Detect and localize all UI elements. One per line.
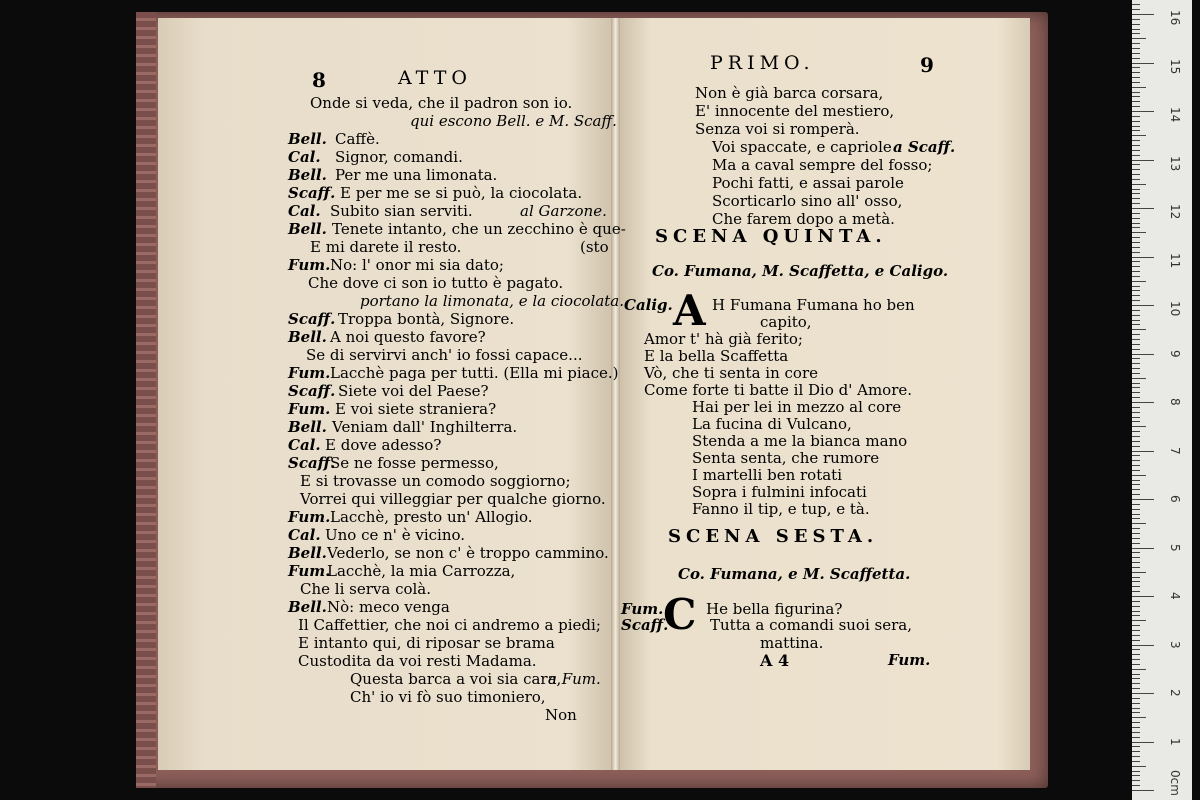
ruler-tick: [1132, 654, 1140, 655]
ruler-tick: [1132, 606, 1140, 607]
ruler-label: 15: [1168, 58, 1182, 74]
ruler-tick: [1132, 562, 1140, 563]
speaker-name: Cal.: [288, 202, 321, 220]
verse-line: Signor, comandi.: [335, 148, 463, 166]
ruler-tick: [1132, 678, 1140, 679]
ruler-tick: [1132, 780, 1140, 781]
ruler-tick: [1132, 24, 1140, 25]
speaker-name: Scaff.: [288, 184, 336, 202]
ruler-tick: [1132, 664, 1140, 665]
ruler-tick: [1132, 315, 1140, 316]
ruler-tick: [1132, 552, 1140, 553]
ruler-tick: [1132, 611, 1140, 612]
verse-line: Onde si veda, che il padron son io.: [310, 94, 573, 112]
ruler-tick: [1132, 354, 1154, 355]
speaker-name: Cal.: [288, 148, 321, 166]
verse-line: A noi questo favore?: [330, 328, 486, 346]
ruler-tick: [1132, 373, 1140, 374]
ruler-tick: [1132, 67, 1140, 68]
speaker-name: Fum.: [288, 256, 331, 274]
speaker-name: Bell.: [288, 220, 327, 238]
ruler-tick: [1132, 557, 1140, 558]
right-running-head: PRIMO.: [710, 52, 815, 74]
verse-line: Per me una limonata.: [335, 166, 498, 184]
ruler-tick: [1132, 208, 1154, 209]
verse-line: E per me se si può, la ciocolata.: [340, 184, 583, 202]
ruler-tick: [1132, 766, 1146, 767]
verse-line: Vò, che ti senta in core: [644, 364, 819, 382]
ruler-tick: [1132, 586, 1140, 587]
ruler-tick: [1132, 480, 1140, 481]
verse-line: Scorticarlo sino all' osso,: [712, 192, 903, 210]
ruler-tick: [1132, 135, 1146, 136]
ruler-tick: [1132, 4, 1140, 5]
ruler-label: 16: [1168, 10, 1182, 26]
ruler-tick: [1132, 349, 1140, 350]
ruler-tick: [1132, 693, 1154, 694]
verse-line: Non: [545, 706, 577, 724]
ruler-tick: [1132, 305, 1154, 306]
left-running-head: ATTO: [398, 67, 472, 89]
verse-line: Amor t' hà già ferito;: [644, 330, 803, 348]
ruler-tick: [1132, 383, 1140, 384]
scene5-heading: SCENA QUINTA.: [655, 226, 887, 247]
verse-line: E mi darete il resto.: [310, 238, 462, 256]
ruler-tick: [1132, 96, 1140, 97]
verse-line: a Fum.: [548, 670, 601, 688]
ruler-tick: [1132, 53, 1140, 54]
ruler-tick: [1132, 33, 1140, 34]
ruler-tick: [1132, 402, 1154, 403]
speaker-name: Fum.: [288, 562, 331, 580]
ruler-tick: [1132, 334, 1140, 335]
ruler-tick: [1132, 518, 1140, 519]
verse-line: Non è già barca corsara,: [695, 84, 884, 102]
ruler-tick: [1132, 257, 1154, 258]
ruler-tick: [1132, 591, 1140, 592]
ruler-tick: [1132, 29, 1140, 30]
verse-line: Che farem dopo a metà.: [712, 210, 895, 228]
verse-line: a Scaff.: [893, 138, 956, 156]
ruler-label: 5: [1168, 543, 1182, 552]
ruler-tick: [1132, 111, 1154, 112]
signature-mark: A 4: [760, 651, 790, 670]
ruler-tick: [1132, 489, 1140, 490]
ruler-tick: [1132, 344, 1140, 345]
scene5-first-line: H Fumana Fumana ho ben: [712, 296, 915, 314]
ruler-tick: [1132, 742, 1154, 743]
ruler-tick: [1132, 436, 1140, 437]
verse-line: Tenete intanto, che un zecchino è que-: [332, 220, 626, 238]
ruler-tick: [1132, 688, 1140, 689]
ruler-tick: [1132, 72, 1140, 73]
verse-line: Stenda a me la bianca mano: [692, 432, 908, 450]
ruler-tick: [1132, 300, 1140, 301]
ruler-tick: [1132, 494, 1140, 495]
speaker-name: Cal.: [288, 526, 321, 544]
verse-line: Sopra i fulmini infocati: [692, 483, 867, 501]
scene5-speaker: Calig.: [624, 296, 673, 314]
ruler-tick: [1132, 77, 1140, 78]
ruler-tick: [1132, 397, 1140, 398]
verse-line: capito,: [760, 313, 812, 331]
ruler-tick: [1132, 378, 1146, 379]
ruler-tick: [1132, 514, 1140, 515]
ruler-tick: [1132, 698, 1140, 699]
catchword: Fum.: [888, 651, 931, 669]
speaker-name: Bell.: [288, 166, 327, 184]
ruler-tick: [1132, 455, 1140, 456]
ruler-tick: [1132, 193, 1140, 194]
speaker-name: Scaff.: [288, 382, 336, 400]
verse-line: Lacchè, presto un' Allogio.: [330, 508, 533, 526]
ruler-tick: [1132, 164, 1140, 165]
verse-line: Pochi fatti, e assai parole: [712, 174, 904, 192]
ruler-tick: [1132, 543, 1140, 544]
ruler-tick: [1132, 169, 1140, 170]
ruler-tick: [1132, 659, 1140, 660]
ruler-label: 3: [1168, 640, 1182, 649]
ruler-tick: [1132, 446, 1140, 447]
book-gutter: [611, 18, 620, 770]
verse-line: Siete voi del Paese?: [338, 382, 489, 400]
ruler-tick: [1132, 92, 1140, 93]
ruler-tick: [1132, 475, 1146, 476]
ruler-tick: [1132, 218, 1140, 219]
ruler-tick: [1132, 465, 1140, 466]
ruler-tick: [1132, 48, 1140, 49]
ruler-tick: [1132, 572, 1146, 573]
verse-line: Hai per lei in mezzo al core: [692, 398, 902, 416]
scene6-line2: Tutta a comandi suoi sera,: [710, 616, 912, 634]
ruler-tick: [1132, 640, 1140, 641]
ruler-tick: [1132, 412, 1140, 413]
ruler-tick: [1132, 417, 1140, 418]
ruler-tick: [1132, 703, 1140, 704]
ruler-tick: [1132, 145, 1140, 146]
verse-line: Se ne fosse permesso,: [330, 454, 499, 472]
speaker-name: Scaff.: [288, 310, 336, 328]
verse-line: Questa barca a voi sia cara,: [350, 670, 562, 688]
verse-line: Il Caffettier, che noi ci andremo a piedi;: [298, 616, 601, 634]
ruler-tick: [1132, 533, 1140, 534]
speaker-name: Bell.: [288, 130, 327, 148]
verse-line: Ma a caval sempre del fosso;: [712, 156, 933, 174]
ruler-tick: [1132, 615, 1140, 616]
ruler-tick: [1132, 198, 1140, 199]
ruler-tick: [1132, 683, 1140, 684]
ruler-tick: [1132, 106, 1140, 107]
ruler-tick: [1132, 392, 1140, 393]
ruler-tick: [1132, 43, 1140, 44]
ruler-tick: [1132, 121, 1140, 122]
verse-line: E intanto qui, di riposar se brama: [298, 634, 555, 652]
verse-line: No: l' onor mi sia dato;: [330, 256, 504, 274]
ruler-tick: [1132, 751, 1140, 752]
ruler-tick: [1132, 669, 1146, 670]
ruler-tick: [1132, 82, 1140, 83]
ruler-tick: [1132, 746, 1140, 747]
scene6-line3: mattina.: [760, 634, 824, 652]
ruler-tick: [1132, 271, 1140, 272]
ruler-tick: [1132, 203, 1140, 204]
scene6-line1: He bella figurina?: [706, 600, 843, 618]
ruler-tick: [1132, 237, 1140, 238]
verse-line: (sto: [580, 238, 609, 256]
ruler-tick: [1132, 581, 1140, 582]
verse-line: Se di servirvi anch' io fossi capace...: [306, 346, 583, 364]
ruler-tick: [1132, 431, 1140, 432]
ruler-tick: [1132, 649, 1140, 650]
page-edges: [136, 12, 156, 788]
ruler-tick: [1132, 620, 1146, 621]
ruler-tick: [1132, 329, 1146, 330]
ruler-tick: [1132, 242, 1140, 243]
ruler-tick: [1132, 460, 1140, 461]
verse-line: E voi siete straniera?: [335, 400, 497, 418]
ruler-label: 7: [1168, 446, 1182, 455]
ruler-tick: [1132, 504, 1140, 505]
ruler-label: 4: [1168, 592, 1182, 600]
ruler-tick: [1132, 63, 1154, 64]
speaker-name: Bell.: [288, 544, 327, 562]
ruler-label: 2: [1168, 689, 1182, 697]
ruler-tick: [1132, 722, 1140, 723]
ruler-tick: [1132, 184, 1146, 185]
ruler-tick: [1132, 645, 1154, 646]
ruler-tick: [1132, 232, 1146, 233]
ruler-tick: [1132, 247, 1140, 248]
ruler-tick: [1132, 790, 1154, 791]
ruler-tick: [1132, 538, 1140, 539]
ruler-tick: [1132, 130, 1140, 131]
verse-line: Senta senta, che rumore: [692, 449, 880, 467]
ruler-tick: [1132, 160, 1154, 161]
ruler-tick: [1132, 281, 1146, 282]
ruler-tick: [1132, 324, 1140, 325]
ruler-tick: [1132, 499, 1154, 500]
ruler-label: 10: [1168, 301, 1182, 317]
ruler-tick: [1132, 189, 1140, 190]
verse-line: Veniam dall' Inghilterra.: [332, 418, 518, 436]
scene6-heading: SCENA SESTA.: [668, 526, 879, 547]
scene6-speaker1: Fum.: [621, 600, 664, 618]
ruler-tick: [1132, 174, 1140, 175]
ruler-label: 13: [1168, 155, 1182, 171]
ruler-tick: [1132, 227, 1140, 228]
speaker-name: Fum.: [288, 508, 331, 526]
ruler-tick: [1132, 101, 1140, 102]
verse-line: Vorrei qui villeggiar per qualche giorno.: [300, 490, 606, 508]
verse-line: al Garzone.: [520, 202, 607, 220]
ruler-unit: 0cm: [1168, 770, 1182, 796]
ruler-tick: [1132, 363, 1140, 364]
ruler-tick: [1132, 732, 1140, 733]
speaker-name: Fum.: [288, 400, 331, 418]
ruler-label: 9: [1168, 349, 1182, 358]
verse-line: Nò: meco venga: [327, 598, 450, 616]
right-page-number: 9: [920, 53, 934, 77]
verse-line: E' innocente del mestiero,: [695, 102, 895, 120]
ruler-tick: [1132, 596, 1154, 597]
verse-line: Lacchè, la mia Carrozza,: [327, 562, 516, 580]
ruler-tick: [1132, 441, 1140, 442]
ruler-tick: [1132, 126, 1140, 127]
ruler-tick: [1132, 19, 1140, 20]
ruler-tick: [1132, 775, 1140, 776]
ruler-tick: [1132, 674, 1140, 675]
scene5-cast: Co. Fumana, M. Scaffetta, e Caligo.: [652, 262, 949, 280]
verse-line: Voi spaccate, e capriole: [712, 138, 892, 156]
ruler-tick: [1132, 140, 1140, 141]
ruler-label: 1: [1168, 737, 1182, 746]
verse-line: qui escono Bell. e M. Scaff.: [410, 112, 617, 130]
ruler-tick: [1132, 87, 1146, 88]
ruler-tick: [1132, 310, 1140, 311]
ruler-tick: [1132, 708, 1140, 709]
ruler-tick: [1132, 567, 1140, 568]
verse-line: Che dove ci son io tutto è pagato.: [308, 274, 564, 292]
ruler-tick: [1132, 601, 1140, 602]
ruler-label: 11: [1168, 252, 1182, 268]
ruler-tick: [1132, 761, 1140, 762]
verse-line: Troppa bontà, Signore.: [338, 310, 515, 328]
ruler-tick: [1132, 737, 1140, 738]
verse-line: La fucina di Vulcano,: [692, 415, 852, 433]
ruler-tick: [1132, 523, 1146, 524]
ruler-tick: [1132, 295, 1140, 296]
ruler-tick: [1132, 407, 1140, 408]
ruler-tick: [1132, 470, 1140, 471]
ruler-tick: [1132, 116, 1140, 117]
ruler-tick: [1132, 577, 1140, 578]
ruler-tick: [1132, 155, 1140, 156]
ruler-tick: [1132, 213, 1140, 214]
ruler-tick: [1132, 785, 1140, 786]
ruler-label: 6: [1168, 495, 1182, 503]
speaker-name: Bell.: [288, 418, 327, 436]
ruler-tick: [1132, 756, 1140, 757]
ruler-tick: [1132, 451, 1154, 452]
ruler-tick: [1132, 276, 1140, 277]
ruler-label: 14: [1168, 107, 1182, 123]
verse-line: Ch' io vi fò suo timoniero,: [350, 688, 546, 706]
ruler-tick: [1132, 179, 1140, 180]
ruler-tick: [1132, 368, 1140, 369]
ruler-tick: [1132, 421, 1140, 422]
measuring-ruler: [1132, 0, 1192, 800]
ruler-tick: [1132, 320, 1140, 321]
ruler-label: 12: [1168, 204, 1182, 220]
verse-line: Lacchè paga per tutti. (Ella mi piace.): [330, 364, 619, 382]
ruler-tick: [1132, 509, 1140, 510]
verse-line: Fanno il tip, e tup, e tà.: [692, 500, 870, 518]
speaker-name: Cal.: [288, 436, 321, 454]
speaker-name: Fum.: [288, 364, 331, 382]
speaker-name: Bell.: [288, 598, 327, 616]
ruler-tick: [1132, 9, 1140, 10]
ruler-tick: [1132, 528, 1140, 529]
verse-line: Che li serva colà.: [300, 580, 432, 598]
verse-line: Senza voi si romperà.: [695, 120, 860, 138]
ruler-tick: [1132, 771, 1140, 772]
verse-line: Uno ce n' è vicino.: [325, 526, 466, 544]
ruler-tick: [1132, 38, 1146, 39]
verse-line: Caffè.: [335, 130, 380, 148]
ruler-tick: [1132, 630, 1140, 631]
ruler-label: 8: [1168, 398, 1182, 406]
ruler-tick: [1132, 261, 1140, 262]
ruler-tick: [1132, 484, 1140, 485]
speaker-name: Bell.: [288, 328, 327, 346]
speaker-name: Scaff.: [288, 454, 336, 472]
verse-line: Subito sian serviti.: [330, 202, 473, 220]
ruler-tick: [1132, 14, 1154, 15]
verse-line: Vederlo, se non c' è troppo cammino.: [327, 544, 609, 562]
scene6-speaker2: Scaff.: [621, 616, 669, 634]
verse-line: E dove adesso?: [325, 436, 442, 454]
verse-line: portano la limonata, e la ciocolata.: [360, 292, 624, 310]
ruler-tick: [1132, 252, 1140, 253]
ruler-tick: [1132, 717, 1146, 718]
ruler-tick: [1132, 548, 1154, 549]
ruler-tick: [1132, 290, 1140, 291]
verse-line: Come forte ti batte il Dio d' Amore.: [644, 381, 913, 399]
verse-line: I martelli ben rotati: [692, 466, 842, 484]
ruler-tick: [1132, 426, 1146, 427]
scene6-drop-cap: C: [663, 590, 697, 639]
ruler-tick: [1132, 387, 1140, 388]
ruler-tick: [1132, 266, 1140, 267]
ruler-tick: [1132, 286, 1140, 287]
ruler-tick: [1132, 339, 1140, 340]
verse-line: E la bella Scaffetta: [644, 347, 789, 365]
verse-line: Custodita da voi resti Madama.: [298, 652, 537, 670]
ruler-tick: [1132, 712, 1140, 713]
verse-line: E si trovasse un comodo soggiorno;: [300, 472, 571, 490]
ruler-tick: [1132, 150, 1140, 151]
ruler-tick: [1132, 625, 1140, 626]
ruler-tick: [1132, 58, 1140, 59]
ruler-tick: [1132, 727, 1140, 728]
ruler-tick: [1132, 635, 1140, 636]
scene6-cast: Co. Fumana, e M. Scaffetta.: [678, 565, 911, 583]
ruler-tick: [1132, 223, 1140, 224]
left-page-number: 8: [312, 68, 326, 92]
ruler-tick: [1132, 358, 1140, 359]
scene5-drop-cap: A: [673, 286, 706, 335]
